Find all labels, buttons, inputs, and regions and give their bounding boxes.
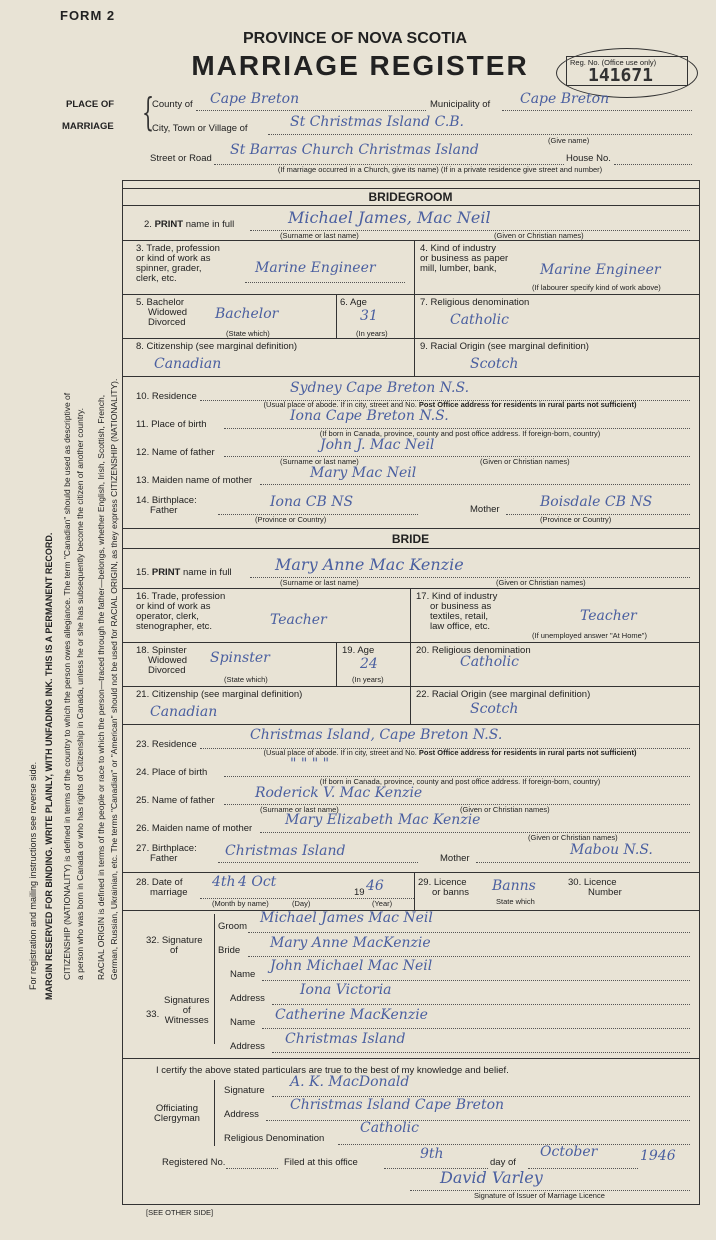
bride-residence-note: (Usual place of abode. If in city, street and No. Post Office address for residents in rural parts not sufficient) bbox=[263, 748, 637, 757]
street-value: St Barras Church Christmas Island bbox=[230, 142, 479, 158]
groom-status-note: (State which) bbox=[226, 329, 270, 338]
certify-text: I certify the above stated particulars are true to the best of my knowledge and belief. bbox=[156, 1065, 509, 1076]
groom-mother: Mary Mac Neil bbox=[310, 465, 417, 481]
bride-birthplace: " " " " bbox=[290, 756, 330, 772]
marriage-year-prefix: 19 bbox=[354, 887, 365, 898]
groom-name-label: 2. PRINT name in full bbox=[144, 219, 235, 230]
groom-residence-note: (Usual place of abode. If in city, street and No. Post Office address for residents in rural parts not sufficient) bbox=[263, 400, 637, 409]
groom-mother-label: 13. Maiden name of mother bbox=[136, 475, 253, 486]
bride-given-note: (Given or Christian names) bbox=[496, 578, 586, 587]
groom-industry-note: (If labourer specify kind of work above) bbox=[532, 283, 661, 292]
groom-trade: Marine Engineer bbox=[255, 260, 376, 276]
bride-bp-label: 27. Birthplace: Father bbox=[136, 843, 197, 864]
bride-industry: Teacher bbox=[580, 608, 637, 624]
w2-address-label: Address bbox=[230, 1041, 265, 1052]
signature-of-label: 32. Signature of bbox=[146, 935, 203, 956]
form-number: FORM 2 bbox=[60, 8, 116, 23]
bride-father-given-note: (Given or Christian names) bbox=[460, 805, 550, 814]
clergy-denomination: Catholic bbox=[360, 1120, 419, 1136]
place-heading-2: MARRIAGE bbox=[62, 121, 114, 132]
groom-residence-label: 10. Residence bbox=[136, 391, 197, 402]
groom-signature: Michael James Mac Neil bbox=[260, 910, 433, 926]
bride-bp-mother: Mabou N.S. bbox=[570, 842, 653, 858]
bride-status-label: 18. Spinster Widowed Divorced bbox=[136, 645, 188, 676]
bride-religion: Catholic bbox=[460, 654, 519, 670]
groom-bp-mother-label: Mother bbox=[470, 504, 500, 515]
groom-trade-label: 3. Trade, profession or kind of work as spinner, grader, clerk, etc. bbox=[136, 243, 220, 284]
marriage-month: 4 Oct bbox=[238, 874, 277, 890]
groom-birthplace-label: 11. Place of birth bbox=[136, 419, 207, 430]
marriage-year: 46 bbox=[366, 878, 384, 894]
clergy-label: Officiating Clergyman bbox=[154, 1103, 200, 1124]
county-value: Cape Breton bbox=[210, 91, 300, 107]
bride-father-surname-note: (Surname or last name) bbox=[260, 805, 339, 814]
groom-citizenship-label: 8. Citizenship (see marginal definition) bbox=[136, 341, 298, 352]
groom-father-label: 12. Name of father bbox=[136, 447, 215, 458]
registered-label: Registered No. bbox=[162, 1157, 226, 1168]
bride-trade-label: 16. Trade, profession or kind of work as operator, clerk, stenographer, etc. bbox=[136, 591, 226, 632]
bride-racial-label: 22. Racial Origin (see marginal definition) bbox=[416, 689, 591, 700]
street-label: Street or Road bbox=[150, 153, 212, 164]
filed-year: 1946 bbox=[640, 1148, 676, 1164]
reg-number: 141671 bbox=[588, 65, 654, 86]
groom-age-label: 6. Age bbox=[340, 297, 367, 308]
bride-father-label: 25. Name of father bbox=[136, 795, 215, 806]
groom-given-note: (Given or Christian names) bbox=[494, 231, 584, 240]
bride-trade: Teacher bbox=[270, 612, 327, 628]
groom-citizenship: Canadian bbox=[154, 356, 222, 372]
groom-racial: Scotch bbox=[470, 356, 519, 372]
city-label: City, Town or Village of bbox=[152, 123, 248, 134]
municipality-value: Cape Breton bbox=[520, 91, 610, 107]
bride-heading: BRIDE bbox=[391, 532, 430, 546]
groom-industry: Marine Engineer bbox=[540, 262, 661, 278]
bride-father: Roderick V. Mac Kenzie bbox=[255, 785, 423, 801]
bride-industry-note: (If unemployed answer "At Home") bbox=[532, 631, 647, 640]
margin-binding-note: MARGIN RESERVED FOR BINDING. WRITE PLAINLY, WITH UNFADING INK. THIS IS A PERMANENT RECORD. bbox=[44, 532, 54, 1000]
issuer-note: Signature of Issuer of Marriage Licence bbox=[474, 1191, 605, 1200]
marriage-day: 4th bbox=[212, 874, 236, 890]
place-heading-1: PLACE OF bbox=[66, 99, 115, 110]
licence-note: State which bbox=[496, 897, 535, 906]
groom-residence: Sydney Cape Breton N.S. bbox=[290, 380, 470, 396]
bride-residence-label: 23. Residence bbox=[136, 739, 197, 750]
bride-mother-given-note: (Given or Christian names) bbox=[528, 833, 618, 842]
bride-age-note: (In years) bbox=[352, 675, 384, 684]
groom-father: John J. Mac Neil bbox=[320, 437, 435, 453]
bride-bp-father: Christmas Island bbox=[225, 843, 346, 859]
bride-bp-mother-label: Mother bbox=[440, 853, 470, 864]
witness1-name: John Michael Mac Neil bbox=[270, 958, 433, 974]
bride-citizenship-label: 21. Citizenship (see marginal definition) bbox=[136, 689, 303, 700]
bride-sig-label: Bride bbox=[218, 945, 241, 956]
bridegroom-heading: BRIDEGROOM bbox=[368, 190, 453, 204]
bride-religion-label: 20. Religious denomination bbox=[416, 645, 531, 656]
bride-age-label: 19. Age bbox=[342, 645, 375, 656]
bride-signature: Mary Anne MacKenzie bbox=[270, 935, 431, 951]
denomination-label: Religious Denomination bbox=[224, 1133, 325, 1144]
groom-sig-label: Groom bbox=[218, 921, 248, 932]
city-value: St Christmas Island C.B. bbox=[290, 114, 465, 130]
witnesses-label: Signatures of Witnesses bbox=[164, 995, 210, 1026]
groom-religion: Catholic bbox=[450, 312, 509, 328]
bride-birthplace-label: 24. Place of birth bbox=[136, 767, 208, 778]
groom-status-label: 5. Bachelor Widowed Divorced bbox=[136, 297, 188, 328]
witness-number: 33. bbox=[146, 1009, 160, 1020]
bride-birthplace-note: (If born in Canada, province, county and post office address. If foreign-born, country) bbox=[319, 777, 601, 786]
bride-name: Mary Anne Mac Kenzie bbox=[275, 555, 464, 574]
bride-age: 24 bbox=[360, 656, 378, 672]
bride-industry-label: 17. Kind of industry or business as textiles, retail, law office, etc. bbox=[416, 591, 498, 632]
margin-citizenship-definition: CITIZENSHIP (NATIONALITY) is defined in terms of the country to which the person owes allegiance. The term "Canadian" should be used as descriptive of bbox=[62, 392, 72, 980]
bride-citizenship: Canadian bbox=[150, 704, 218, 720]
margin-racial-definition: RACIAL ORIGIN is defined in terms of the people or race to which the person—traced through the father—belongs, whether English, Irish, Scottish, French, bbox=[96, 394, 106, 980]
day-of-label: day of bbox=[490, 1157, 516, 1168]
margin-registration-note: For registration and mailing instructions see reverse side. bbox=[28, 761, 38, 990]
brace: { bbox=[142, 90, 155, 134]
filed-label: Filed at this office bbox=[284, 1157, 358, 1168]
groom-surname-note: (Surname or last name) bbox=[280, 231, 359, 240]
filed-day: 9th bbox=[420, 1146, 444, 1162]
groom-father-surname-note: (Surname or last name) bbox=[280, 457, 359, 466]
groom-bp-mother: Boisdale CB NS bbox=[540, 494, 653, 510]
reg-number-label: Reg. No. (Office use only) bbox=[570, 58, 657, 67]
groom-industry-label: 4. Kind of industry or business as paper mill, lumber, bank, bbox=[420, 243, 509, 274]
municipality-label: Municipality of bbox=[430, 99, 491, 110]
month-note: (Month by name) bbox=[212, 899, 269, 908]
province-heading: PROVINCE OF NOVA SCOTIA bbox=[242, 30, 467, 47]
groom-age-note: (In years) bbox=[356, 329, 388, 338]
clergy-address: Christmas Island Cape Breton bbox=[290, 1097, 505, 1113]
issuer-signature: David Varley bbox=[440, 1168, 543, 1187]
groom-racial-label: 9. Racial Origin (see marginal definition) bbox=[420, 341, 589, 352]
clergy-signature-label: Signature bbox=[224, 1085, 265, 1096]
county-label: County of bbox=[152, 99, 193, 110]
groom-name: Michael James, Mac Neil bbox=[288, 208, 491, 227]
bride-name-label: 15. PRINT name in full bbox=[136, 567, 232, 578]
w1-address-label: Address bbox=[230, 993, 265, 1004]
w1-name-label: Name bbox=[230, 969, 256, 980]
bride-surname-note: (Surname or last name) bbox=[280, 578, 359, 587]
see-other-side: [SEE OTHER SIDE] bbox=[146, 1208, 214, 1217]
date-label: 28. Date of marriage bbox=[136, 877, 188, 898]
groom-bp-father: Iona CB NS bbox=[270, 494, 354, 510]
witness2-address: Christmas Island bbox=[285, 1031, 406, 1047]
document-title: MARRIAGE REGISTER bbox=[191, 50, 529, 81]
clergy-signature: A. K. MacDonald bbox=[290, 1074, 410, 1090]
licence-value: Banns bbox=[492, 878, 536, 894]
groom-bp-father-note: (Province or Country) bbox=[255, 515, 327, 524]
margin-citizenship-definition-2: a person who was born in Canada or who has rights of Citizenship in Canada, unless he or she has subsequently become the citizen of another country. bbox=[75, 407, 85, 980]
groom-birthplace: Iona Cape Breton N.S. bbox=[290, 408, 449, 424]
filed-month: October bbox=[540, 1144, 598, 1160]
give-name-note: (Give name) bbox=[548, 136, 590, 145]
house-no-label: House No. bbox=[566, 153, 611, 164]
groom-father-given-note: (Given or Christian names) bbox=[480, 457, 570, 466]
bride-mother: Mary Elizabeth Mac Kenzie bbox=[285, 812, 481, 828]
licence-number-label: 30. Licence Number bbox=[568, 877, 622, 898]
w2-name-label: Name bbox=[230, 1017, 256, 1028]
witness2-name: Catherine MacKenzie bbox=[275, 1007, 428, 1023]
bride-status: Spinster bbox=[210, 650, 270, 666]
witness1-address: Iona Victoria bbox=[300, 982, 392, 998]
clergy-address-label: Address bbox=[224, 1109, 259, 1120]
groom-bp-mother-note: (Province or Country) bbox=[540, 515, 612, 524]
groom-religion-label: 7. Religious denomination bbox=[420, 297, 530, 308]
groom-age: 31 bbox=[360, 308, 378, 324]
day-note: (Day) bbox=[292, 899, 311, 908]
bride-racial: Scotch bbox=[470, 701, 519, 717]
groom-status: Bachelor bbox=[215, 306, 279, 322]
groom-bp-label: 14. Birthplace: Father bbox=[136, 495, 197, 516]
bride-residence: Christmas Island, Cape Breton N.S. bbox=[250, 727, 503, 743]
year-note: (Year) bbox=[372, 899, 393, 908]
groom-birthplace-note: (If born in Canada, province, county and post office address. If foreign-born, country) bbox=[319, 429, 601, 438]
bride-mother-label: 26. Maiden name of mother bbox=[136, 823, 253, 834]
margin-racial-definition-2: German, Russian, Ukrainian, etc. The terms "Canadian" or "American" should not be used for RACIAL ORIGIN, as they express CITIZENSHIP (NATIONALITY). bbox=[109, 378, 119, 980]
bride-status-note: (State which) bbox=[224, 675, 268, 684]
licence-label: 29. Licence or banns bbox=[418, 877, 469, 898]
place-note: (If marriage occurred in a Church, give its name) (If in a private residence give street and number) bbox=[277, 165, 603, 174]
